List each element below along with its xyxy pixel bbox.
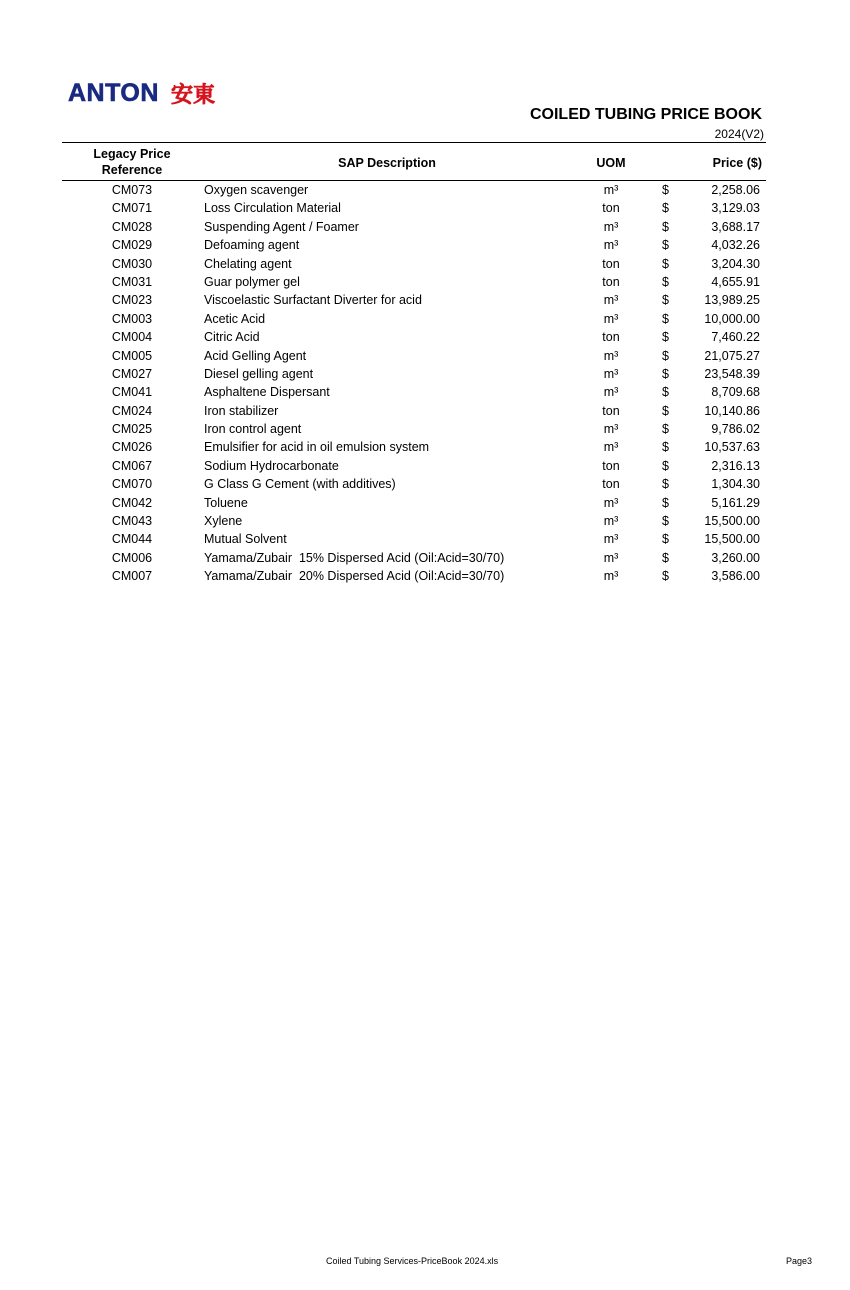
price-cell: 3,129.03	[711, 201, 760, 216]
currency-cell: $	[662, 366, 669, 381]
legacy-ref-cell: CM031	[111, 274, 153, 289]
uom-cell: m³	[603, 183, 619, 197]
column-header-ref-line1: Legacy Price	[93, 147, 171, 161]
price-cell: 7,460.22	[711, 330, 760, 345]
price-cell: 23,548.39	[704, 366, 760, 381]
table-row	[0, 513, 850, 531]
uom-cell: ton	[602, 330, 620, 345]
uom-cell: ton	[602, 477, 620, 492]
table-row	[0, 256, 850, 274]
legacy-ref-cell: CM024	[111, 403, 153, 418]
currency-cell: $	[662, 514, 669, 529]
table-row	[0, 182, 850, 200]
currency-cell: $	[662, 201, 669, 216]
table-row	[0, 550, 850, 568]
table-row	[0, 458, 850, 476]
uom-cell: ton	[602, 458, 620, 473]
table-row	[0, 329, 850, 347]
footer-page-number: Page3	[785, 1256, 812, 1266]
table-header-rule	[62, 180, 766, 181]
description-cell: Guar polymer gel	[204, 274, 300, 289]
description-cell: Diesel gelling agent	[204, 366, 314, 381]
description-cell: Citric Acid	[204, 330, 260, 345]
table-row	[0, 292, 850, 310]
price-cell: 1,304.30	[711, 477, 760, 492]
currency-cell: $	[662, 183, 669, 197]
column-header-uom: UOM	[596, 156, 626, 170]
uom-cell: m³	[603, 550, 619, 565]
description-cell: Viscoelastic Surfactant Diverter for acid	[204, 293, 422, 308]
legacy-ref-cell: CM073	[111, 183, 153, 197]
legacy-ref-cell: CM029	[111, 238, 153, 253]
table-row	[0, 366, 850, 384]
column-header-sap-description: SAP Description	[338, 156, 436, 170]
company-logo	[68, 79, 215, 107]
uom-cell: m³	[603, 366, 619, 381]
table-row	[0, 348, 850, 366]
legacy-ref-cell: CM025	[111, 422, 153, 437]
legacy-ref-cell: CM067	[111, 458, 153, 473]
currency-cell: $	[662, 458, 669, 473]
price-table-body	[0, 182, 850, 587]
description-cell: Loss Circulation Material	[204, 201, 341, 216]
description-cell: Suspending Agent / Foamer	[204, 219, 359, 234]
table-row	[0, 311, 850, 329]
legacy-ref-cell: CM030	[111, 256, 153, 271]
currency-cell: $	[662, 495, 669, 510]
table-row	[0, 384, 850, 402]
table-row	[0, 421, 850, 439]
currency-cell: $	[662, 256, 669, 271]
legacy-ref-cell: CM005	[111, 348, 153, 363]
currency-cell: $	[662, 422, 669, 437]
uom-cell: m³	[603, 532, 619, 547]
table-row	[0, 237, 850, 255]
uom-cell: m³	[603, 514, 619, 529]
price-cell: 9,786.02	[711, 422, 760, 437]
currency-cell: $	[662, 293, 669, 308]
description-cell: Iron control agent	[204, 422, 302, 437]
legacy-ref-cell: CM043	[111, 514, 153, 529]
table-row	[0, 200, 850, 218]
currency-cell: $	[662, 440, 669, 455]
table-row	[0, 568, 850, 586]
legacy-ref-cell: CM026	[111, 440, 153, 455]
uom-cell: m³	[603, 348, 619, 363]
uom-cell: m³	[603, 293, 619, 308]
uom-cell: ton	[602, 201, 620, 216]
currency-cell: $	[662, 311, 669, 326]
currency-cell: $	[662, 403, 669, 418]
price-cell: 10,537.63	[704, 440, 760, 455]
description-cell: Acetic Acid	[204, 311, 266, 326]
price-cell: 2,258.06	[711, 183, 760, 197]
description-cell: Sodium Hydrocarbonate	[204, 458, 339, 473]
price-cell: 21,075.27	[704, 348, 760, 363]
uom-cell: m³	[603, 495, 619, 510]
uom-cell: m³	[603, 440, 619, 455]
logo-text-english: ANTON	[68, 78, 159, 107]
currency-cell: $	[662, 477, 669, 492]
uom-cell: m³	[603, 569, 619, 584]
legacy-ref-cell: CM041	[111, 385, 153, 400]
footer-file-name: Coiled Tubing Services-PriceBook 2024.xls	[326, 1256, 499, 1266]
currency-cell: $	[662, 550, 669, 565]
document-version: 2024(V2)	[714, 127, 764, 141]
uom-cell: m³	[603, 311, 619, 326]
price-cell: 4,032.26	[711, 238, 760, 253]
column-header-ref-line2: Reference	[101, 163, 163, 177]
price-cell: 10,140.86	[704, 403, 760, 418]
column-header-legacy-reference	[62, 146, 202, 178]
legacy-ref-cell: CM023	[111, 293, 153, 308]
table-row	[0, 439, 850, 457]
uom-cell: ton	[602, 256, 620, 271]
description-cell: G Class G Cement (with additives)	[204, 477, 396, 492]
uom-cell: m³	[603, 385, 619, 400]
currency-cell: $	[662, 238, 669, 253]
description-cell: Iron stabilizer	[204, 403, 279, 418]
uom-cell: m³	[603, 219, 619, 234]
table-row	[0, 274, 850, 292]
price-cell: 15,500.00	[704, 514, 760, 529]
description-cell: Xylene	[204, 514, 243, 529]
legacy-ref-cell: CM071	[111, 201, 153, 216]
description-cell: Emulsifier for acid in oil emulsion system	[204, 440, 430, 455]
uom-cell: m³	[603, 422, 619, 437]
price-cell: 5,161.29	[711, 495, 760, 510]
legacy-ref-cell: CM003	[111, 311, 153, 326]
price-cell: 13,989.25	[704, 293, 760, 308]
table-row	[0, 531, 850, 549]
description-cell: Acid Gelling Agent	[204, 348, 307, 363]
legacy-ref-cell: CM006	[111, 550, 153, 565]
description-cell: Yamama/Zubair 15% Dispersed Acid (Oil:Acid=30/70)	[204, 550, 505, 565]
description-cell: Mutual Solvent	[204, 532, 287, 547]
column-header-price: Price ($)	[712, 156, 762, 170]
currency-cell: $	[662, 330, 669, 345]
table-row	[0, 495, 850, 513]
table-top-rule	[62, 142, 766, 143]
currency-cell: $	[662, 569, 669, 584]
currency-cell: $	[662, 219, 669, 234]
currency-cell: $	[662, 532, 669, 547]
price-cell: 3,260.00	[711, 550, 760, 565]
legacy-ref-cell: CM007	[111, 569, 153, 584]
table-row	[0, 403, 850, 421]
table-row	[0, 219, 850, 237]
price-cell: 3,688.17	[711, 219, 760, 234]
price-cell: 8,709.68	[711, 385, 760, 400]
price-cell: 3,204.30	[711, 256, 760, 271]
description-cell: Chelating agent	[204, 256, 292, 271]
description-cell: Toluene	[204, 495, 248, 510]
uom-cell: m³	[603, 238, 619, 253]
description-cell: Defoaming agent	[204, 238, 300, 253]
legacy-ref-cell: CM028	[111, 219, 153, 234]
legacy-ref-cell: CM027	[111, 366, 153, 381]
legacy-ref-cell: CM004	[111, 330, 153, 345]
price-cell: 10,000.00	[704, 311, 760, 326]
description-cell: Asphaltene Dispersant	[204, 385, 330, 400]
description-cell: Oxygen scavenger	[204, 183, 309, 197]
price-cell: 15,500.00	[704, 532, 760, 547]
legacy-ref-cell: CM070	[111, 477, 153, 492]
price-cell: 4,655.91	[711, 274, 760, 289]
logo-text-chinese: 安東	[170, 82, 215, 108]
price-cell: 3,586.00	[711, 569, 760, 584]
currency-cell: $	[662, 274, 669, 289]
currency-cell: $	[662, 348, 669, 363]
uom-cell: ton	[602, 403, 620, 418]
price-cell: 2,316.13	[711, 458, 760, 473]
currency-cell: $	[662, 385, 669, 400]
description-cell: Yamama/Zubair 20% Dispersed Acid (Oil:Acid=30/70)	[204, 569, 505, 584]
table-row	[0, 476, 850, 494]
document-title: COILED TUBING PRICE BOOK	[529, 106, 762, 123]
legacy-ref-cell: CM042	[111, 495, 153, 510]
uom-cell: ton	[602, 274, 620, 289]
legacy-ref-cell: CM044	[111, 532, 153, 547]
